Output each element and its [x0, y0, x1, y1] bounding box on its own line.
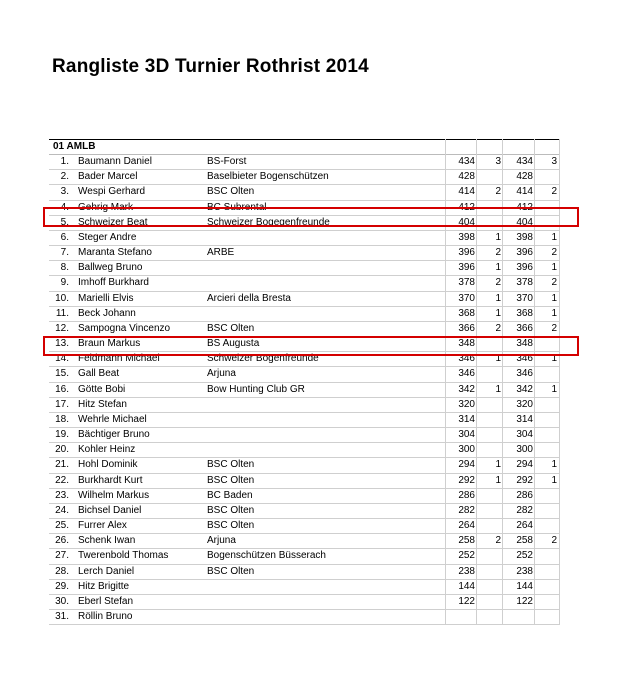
- total-x-cell: 2: [551, 535, 557, 547]
- total-points-cell: 396: [516, 247, 533, 259]
- x-count-cell: 1: [495, 474, 501, 486]
- points-cell: 428: [458, 171, 475, 183]
- total-points-cell: 370: [516, 292, 533, 304]
- total-points-cell: 320: [516, 398, 533, 410]
- club-cell: BSC Olten: [207, 520, 255, 532]
- total-x-cell: 1: [551, 383, 557, 395]
- points-cell: 370: [458, 292, 475, 304]
- name-cell: Wespi Gerhard: [78, 186, 146, 198]
- points-cell: 368: [458, 307, 475, 319]
- points-cell: 396: [458, 262, 475, 274]
- points-cell: 378: [458, 277, 475, 289]
- table-row: [49, 489, 560, 504]
- total-points-cell: 252: [516, 550, 533, 562]
- name-cell: Maranta Stefano: [78, 247, 152, 259]
- x-count-cell: 1: [495, 292, 501, 304]
- name-cell: Beck Johann: [78, 307, 136, 319]
- points-cell: 342: [458, 383, 475, 395]
- table-row: [49, 534, 560, 549]
- points-cell: 282: [458, 504, 475, 516]
- points-cell: 398: [458, 231, 475, 243]
- points-cell: 404: [458, 216, 475, 228]
- club-cell: BS Augusta: [207, 338, 260, 350]
- table-row: [49, 519, 560, 534]
- table-row: [49, 155, 560, 170]
- total-points-cell: 282: [516, 504, 533, 516]
- total-x-cell: 1: [551, 307, 557, 319]
- table-row: [49, 565, 560, 580]
- rank-cell: 26.: [55, 535, 69, 547]
- points-cell: 348: [458, 338, 475, 350]
- table-row: [49, 474, 560, 489]
- club-cell: Bow Hunting Club GR: [207, 383, 305, 395]
- rank-cell: 4.: [60, 201, 69, 213]
- rank-cell: 15.: [55, 368, 69, 380]
- name-cell: Wilhelm Markus: [78, 489, 150, 501]
- total-x-cell: 2: [551, 247, 557, 259]
- club-cell: BSC Olten: [207, 186, 255, 198]
- total-points-cell: 122: [516, 595, 533, 607]
- points-cell: 346: [458, 353, 475, 365]
- points-cell: 412: [458, 201, 475, 213]
- club-cell: Schweizer Bogegenfreunde: [207, 216, 330, 228]
- name-cell: Bader Marcel: [78, 171, 138, 183]
- total-points-cell: 414: [516, 186, 533, 198]
- name-cell: Gehrig Mark: [78, 201, 134, 213]
- total-x-cell: 3: [551, 156, 557, 167]
- club-cell: BC Subrental: [207, 201, 267, 213]
- points-cell: 300: [458, 444, 475, 456]
- x-count-cell: 2: [495, 186, 501, 198]
- club-cell: Bogenschützen Büsserach: [207, 550, 326, 562]
- name-cell: Bichsel Daniel: [78, 504, 142, 516]
- points-cell: 366: [458, 322, 475, 334]
- club-cell: Arcieri della Bresta: [207, 292, 291, 304]
- name-cell: Kohler Heinz: [78, 444, 136, 456]
- total-points-cell: 368: [516, 307, 533, 319]
- rank-cell: 17.: [55, 398, 69, 410]
- table-row: [49, 428, 560, 443]
- rank-cell: 29.: [55, 580, 69, 592]
- rank-cell: 10.: [55, 292, 69, 304]
- name-cell: Hitz Brigitte: [78, 580, 130, 592]
- table-row: [49, 549, 560, 564]
- page-title: Rangliste 3D Turnier Rothrist 2014: [52, 56, 369, 77]
- name-cell: Braun Markus: [78, 338, 141, 350]
- name-cell: Imhoff Burkhard: [78, 277, 149, 289]
- points-cell: 258: [458, 535, 475, 547]
- rank-cell: 16.: [55, 383, 69, 395]
- x-count-cell: 3: [495, 156, 501, 167]
- points-cell: 252: [458, 550, 475, 562]
- total-points-cell: 404: [516, 216, 533, 228]
- name-cell: Baumann Daniel: [78, 156, 152, 167]
- total-points-cell: 412: [516, 201, 533, 213]
- rank-cell: 31.: [55, 611, 69, 623]
- table-row: [49, 185, 560, 200]
- rank-cell: 22.: [55, 474, 69, 486]
- rank-cell: 7.: [60, 247, 69, 259]
- total-points-cell: 144: [516, 580, 533, 592]
- x-count-cell: 1: [495, 307, 501, 319]
- table-row: [49, 276, 560, 291]
- total-x-cell: 1: [551, 262, 557, 274]
- points-cell: 144: [458, 580, 475, 592]
- rank-cell: 12.: [55, 322, 69, 334]
- total-x-cell: 1: [551, 459, 557, 471]
- total-x-cell: 1: [551, 292, 557, 304]
- name-cell: Burkhardt Kurt: [78, 474, 143, 486]
- rank-cell: 27.: [55, 550, 69, 562]
- rank-cell: 2.: [60, 171, 69, 183]
- name-cell: Gall Beat: [78, 368, 120, 380]
- total-points-cell: 398: [516, 231, 533, 243]
- rank-cell: 25.: [55, 520, 69, 532]
- points-cell: 294: [458, 459, 475, 471]
- table-row: [49, 504, 560, 519]
- section-header: 01 AMLB: [49, 139, 560, 155]
- table-row: [49, 322, 560, 337]
- name-cell: Marielli Elvis: [78, 292, 134, 304]
- x-count-cell: 2: [495, 247, 501, 259]
- name-cell: Ballweg Bruno: [78, 262, 143, 274]
- total-points-cell: 286: [516, 489, 533, 501]
- total-points-cell: 258: [516, 535, 533, 547]
- club-cell: ARBE: [207, 247, 235, 259]
- name-cell: Sampogna Vincenzo: [78, 322, 171, 334]
- name-cell: Wehrle Michael: [78, 413, 147, 425]
- name-cell: Schweizer Beat: [78, 216, 148, 228]
- rank-cell: 11.: [55, 307, 69, 319]
- table-row: [49, 367, 560, 382]
- highlight-box-rank-14: [43, 336, 579, 356]
- club-cell: Arjuna: [207, 368, 236, 380]
- club-cell: Baselbieter Bogenschützen: [207, 171, 329, 183]
- x-count-cell: 2: [495, 322, 501, 334]
- x-count-cell: 2: [495, 277, 501, 289]
- total-x-cell: 1: [551, 474, 557, 486]
- name-cell: Götte Bobi: [78, 383, 126, 395]
- table-row: [49, 246, 560, 261]
- total-x-cell: 1: [551, 231, 557, 243]
- table-row: [49, 170, 560, 185]
- rank-cell: 24.: [55, 504, 69, 516]
- total-x-cell: 1: [551, 353, 557, 365]
- club-cell: BSC Olten: [207, 474, 255, 486]
- points-cell: 238: [458, 565, 475, 577]
- total-points-cell: 348: [516, 338, 533, 350]
- table-row: [49, 413, 560, 428]
- points-cell: 286: [458, 489, 475, 501]
- club-cell: BSC Olten: [207, 565, 255, 577]
- rank-cell: 20.: [55, 444, 69, 456]
- name-cell: Bächtiger Bruno: [78, 429, 150, 441]
- points-cell: 292: [458, 474, 475, 486]
- table-row: [49, 458, 560, 473]
- name-cell: Lerch Daniel: [78, 565, 135, 577]
- total-points-cell: 396: [516, 262, 533, 274]
- name-cell: Twerenbold Thomas: [78, 550, 169, 562]
- x-count-cell: 1: [495, 262, 501, 274]
- total-x-cell: 2: [551, 322, 557, 334]
- total-points-cell: 378: [516, 277, 533, 289]
- table-row: [49, 610, 560, 625]
- table-row: [49, 595, 560, 610]
- rank-cell: 19.: [55, 429, 69, 441]
- name-cell: Eberl Stefan: [78, 595, 134, 607]
- table-row: [49, 231, 560, 246]
- points-cell: 320: [458, 398, 475, 410]
- table-row: [49, 580, 560, 595]
- rank-cell: 8.: [60, 262, 69, 274]
- total-x-cell: 2: [551, 277, 557, 289]
- rank-cell: 23.: [55, 489, 69, 501]
- rank-cell: 21.: [55, 459, 69, 471]
- club-cell: BC Baden: [207, 489, 253, 501]
- x-count-cell: 1: [495, 459, 501, 471]
- points-cell: 264: [458, 520, 475, 532]
- points-cell: 414: [458, 186, 475, 198]
- club-cell: BS-Forst: [207, 156, 247, 167]
- x-count-cell: 1: [495, 353, 501, 365]
- table-row: [49, 383, 560, 398]
- name-cell: Hohl Dominik: [78, 459, 138, 471]
- name-cell: Furrer Alex: [78, 520, 127, 532]
- total-points-cell: 238: [516, 565, 533, 577]
- total-points-cell: 434: [516, 156, 533, 167]
- table-row: [49, 398, 560, 413]
- club-cell: BSC Olten: [207, 459, 255, 471]
- name-cell: Hitz Stefan: [78, 398, 127, 410]
- rank-cell: 9.: [60, 277, 69, 289]
- x-count-cell: 1: [495, 383, 501, 395]
- total-points-cell: 264: [516, 520, 533, 532]
- rank-cell: 3.: [60, 186, 69, 198]
- rank-cell: 18.: [55, 413, 69, 425]
- club-cell: BSC Olten: [207, 322, 255, 334]
- total-points-cell: 304: [516, 429, 533, 441]
- total-points-cell: 346: [516, 353, 533, 365]
- table-row: [49, 307, 560, 322]
- club-cell: Schweizer Bogenfreunde: [207, 353, 319, 365]
- total-points-cell: 366: [516, 322, 533, 334]
- rank-cell: 1.: [60, 156, 69, 167]
- x-count-cell: 1: [495, 231, 501, 243]
- table-row: [49, 261, 560, 276]
- highlight-box-rank-5: [43, 207, 579, 227]
- name-cell: Feldmann Michael: [78, 353, 160, 365]
- total-points-cell: 294: [516, 459, 533, 471]
- total-points-cell: 428: [516, 171, 533, 183]
- club-cell: Arjuna: [207, 535, 236, 547]
- points-cell: 396: [458, 247, 475, 259]
- points-cell: 314: [458, 413, 475, 425]
- table-row: [49, 443, 560, 458]
- total-points-cell: 300: [516, 444, 533, 456]
- table-row: [49, 292, 560, 307]
- points-cell: 346: [458, 368, 475, 380]
- points-cell: 122: [458, 595, 475, 607]
- total-points-cell: 292: [516, 474, 533, 486]
- name-cell: Steger Andre: [78, 231, 137, 243]
- club-cell: BSC Olten: [207, 504, 255, 516]
- rank-cell: 28.: [55, 565, 69, 577]
- name-cell: Schenk Iwan: [78, 535, 136, 547]
- total-points-cell: 314: [516, 413, 533, 425]
- total-points-cell: 346: [516, 368, 533, 380]
- rank-cell: 6.: [60, 231, 69, 243]
- total-x-cell: 2: [551, 186, 557, 198]
- rank-cell: 30.: [55, 595, 69, 607]
- points-cell: 434: [458, 156, 475, 167]
- points-cell: 304: [458, 429, 475, 441]
- rank-cell: 13.: [55, 338, 69, 350]
- rank-cell: 14.: [55, 353, 69, 365]
- name-cell: Röllin Bruno: [78, 611, 133, 623]
- rank-cell: 5.: [60, 216, 69, 228]
- x-count-cell: 2: [495, 535, 501, 547]
- total-points-cell: 342: [516, 383, 533, 395]
